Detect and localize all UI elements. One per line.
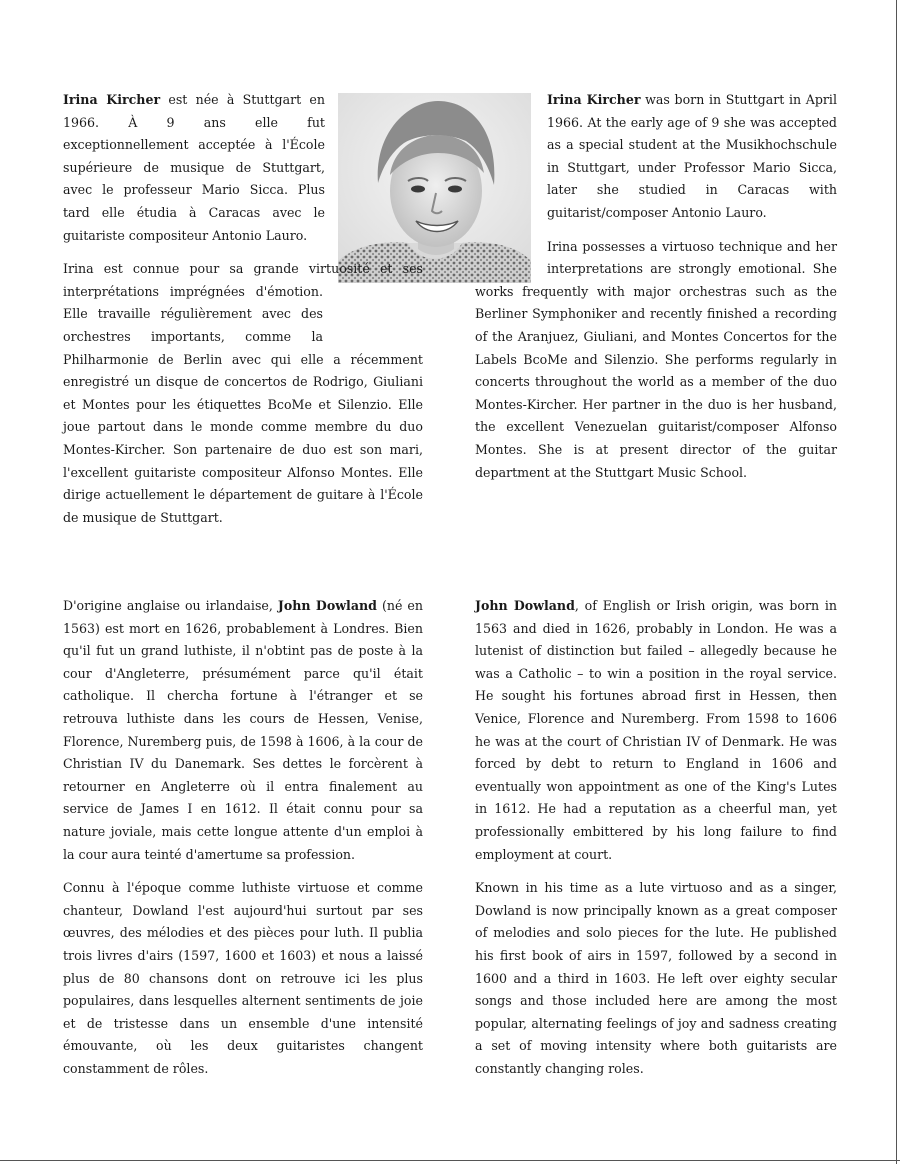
irina-fr-intro-text: est née à Stuttgart en 1966. À 9 ans elle fut exceptionnellement acceptée à l'École supérieure de musique de Stuttgart, avec le professeur Mario Sicca. Plus tard elle étudia à Caracas avec le guitariste compositeur Antonio Lauro.	[63, 92, 325, 243]
irina-bio-french	[63, 89, 423, 540]
dowland-fr-paragraph-2	[63, 877, 423, 1080]
irina-en-career-text: Irina possesses a virtuoso technique and her interpretations are strongly emotional. She works frequently with major orchestras such as the Berliner Symphoniker and recently finished a recording of the Aranjuez, Giuliani, and Montes Concertos for the Labels BcoMe and Silenzio. She performs regularly in concerts throughout the world as a member of the duo Montes-Kircher. Her partner in the duo is her husband, the excellent Venezuelan guitarist/composer Alfonso Montes. She is at present director of the guitar department at the Stuttgart Music School.	[475, 238, 837, 480]
dowland-en-bio-text: , of English or Irish origin, was born in 1563 and died in 1626, probably in London. He was a lutenist of distinction but failed – allegedly because he was a Catholic – to win a position in the royal service. He sought his fortunes abroad first in Hessen, then Venice, Florence and Nuremberg. From 1598 to 1606 he was at the court of Christian IV of Denmark. He was forced by debt to return to England in 1606 and eventually won appointment as one of the King's Lutes in 1612. He had a reputation as a cheerful man, yet professionally embittered by his long failure to find employment at court.	[475, 598, 838, 862]
irina-en-intro-text: was born in Stuttgart in April 1966. At the early age of 9 she was accepted as a special student at the Musikhochschule in Stuttgart, under Professor Mario Sicca, later she studied in Caracas with guitarist/composer Antonio Lauro.	[547, 92, 837, 220]
irina-en-paragraph-2	[475, 236, 837, 485]
irina-en-paragraph-1	[547, 89, 837, 225]
dowland-fr-intro-pre: D'origine anglaise ou irlandaise,	[63, 598, 278, 613]
irina-fr-career-text: Irina est connue pour sa grande virtuosité et ses interprétations imprégnées d'émotion. Elle travaille régulièrement avec des orchestres importants, comme la Philharmonie de Berlin avec qui elle a récemment enregistré un disque de concertos de Rodrigo, Giuliani et Montes pour les étiquettes BcoMe et Silenzio. Elle joue partout dans le monde comme membre du duo Montes-Kircher. Son partenaire de duo est son mari, l'excellent guitariste compositeur Alfonso Montes. Elle dirige actuellement le département de guitare à l'École de musique de Stuttgart.	[63, 261, 423, 525]
page-edge-bottom	[0, 1160, 900, 1161]
irina-en-name: Irina Kircher	[547, 92, 641, 107]
dowland-fr-paragraph-1	[63, 595, 423, 866]
dowland-notes-english	[475, 595, 837, 1091]
irina-fr-paragraph-1	[63, 89, 325, 247]
dowland-en-works-text: Known in his time as a lute virtuoso and as a singer, Dowland is now principally known as a great composer of melodies and solo pieces for the lute. He published his first book of airs in 1597, followed by a second in 1600 and a third in 1603. He left over eighty secular songs and those included here are among the most popular, alternating feelings of joy and sadness creating a set of moving intensity where both guitarists are constantly changing roles.	[475, 880, 837, 1076]
dowland-en-paragraph-2	[475, 877, 837, 1080]
irina-bio-english	[475, 89, 837, 495]
dowland-fr-name: John Dowland	[277, 598, 377, 613]
dowland-en-name: John Dowland	[475, 598, 575, 613]
page-edge-right	[896, 0, 897, 1164]
dowland-fr-works-text: Connu à l'époque comme luthiste virtuose et comme chanteur, Dowland l'est aujourd'hui surtout par ses œuvres, des mélodies et des pièces pour luth. Il publia trois livres d'airs (1597, 1600 et 1603) et nous a laissé plus de 80 chansons dont on retrouve ici les plus populaires, dans lesquelles alternent sentiments de joie et de tristesse dans un ensemble d'une intensité émouvante, où les deux guitaristes changent constamment de rôles.	[63, 880, 423, 1076]
dowland-fr-bio-text: (né en 1563) est mort en 1626, probablement à Londres. Bien qu'il fut un grand luthiste, il n'obtint pas de poste à la cour d'Angleterre, présumément parce qu'il était catholique. Il chercha fortune à l'étranger et se retrouva luthiste dans les cours de Hessen, Venise, Florence, Nuremberg puis, de 1598 à 1606, à la cour de Christian IV du Danemark. Ses dettes le forcèrent à retourner en Angleterre où il entra finalement au service de James I en 1612. Il était connu pour sa nature joviale, mais cette longue attente d'un emploi à la cour aura teinté d'amertume sa profession.	[63, 598, 423, 862]
irina-fr-name: Irina Kircher	[63, 92, 161, 107]
dowland-en-paragraph-1	[475, 595, 837, 866]
dowland-notes-french	[63, 595, 423, 1091]
irina-fr-paragraph-2	[63, 258, 423, 529]
